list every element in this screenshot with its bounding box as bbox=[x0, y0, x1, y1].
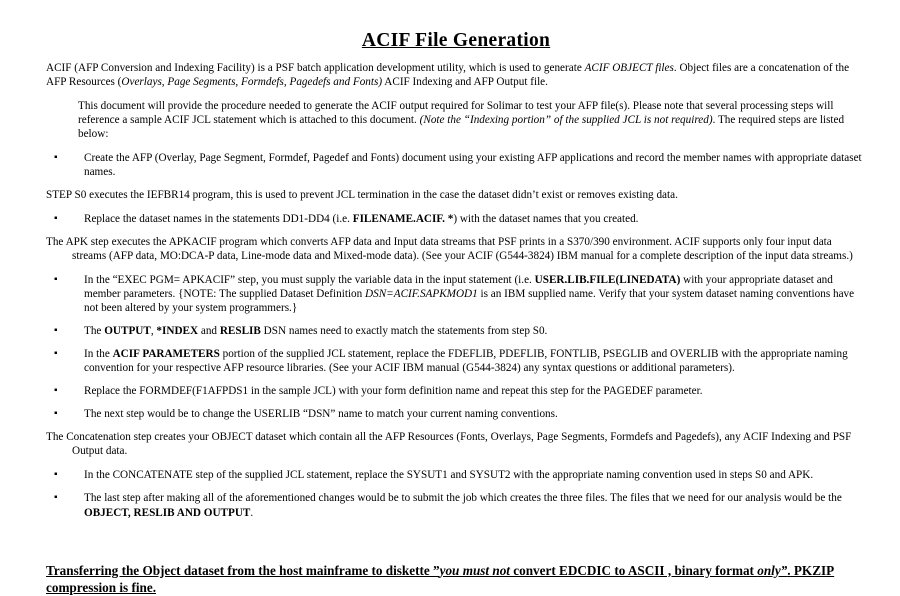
bullet-text-acif-parameters bbox=[84, 347, 866, 375]
list-item bbox=[54, 384, 866, 398]
closing-seg3: convert EDCDIC to ASCII , binary format bbox=[509, 562, 758, 578]
overview-note-italic: (Note the “Indexing portion” of the supplied JCL is not required) bbox=[419, 113, 713, 126]
overview-text-3: . The required steps are listed below: bbox=[78, 113, 845, 140]
closing-seg5: . bbox=[787, 562, 791, 578]
list-item bbox=[54, 212, 866, 226]
bullet-8-seg2-bold: OBJECT, RESLIB AND OUTPUT bbox=[84, 506, 251, 519]
list-item bbox=[54, 151, 866, 179]
bullet-5-seg1: Replace the FORMDEF(F1AFPDS1 in the sample JCL) with your form definition name and repeat this step for the PAGEDEF parameter. bbox=[84, 385, 703, 398]
bullet-icon: ▪ bbox=[54, 273, 58, 285]
list-item bbox=[54, 468, 866, 482]
bullet-1-seg3: ) with the dataset names that you created. bbox=[453, 212, 639, 225]
list-item bbox=[54, 347, 866, 375]
bullet-3-seg5: and bbox=[198, 325, 220, 338]
bullet-text-create-afp bbox=[84, 151, 866, 179]
list-item bbox=[54, 491, 866, 519]
bullet-text-replace-dataset-names bbox=[84, 212, 866, 226]
overview-paragraph bbox=[78, 99, 866, 141]
bullet-4-seg1: In the bbox=[84, 348, 113, 361]
closing-seg4-emphasis: only” bbox=[757, 562, 788, 578]
bullet-3-seg6-bold: RESLIB bbox=[219, 325, 261, 338]
step-s0-paragraph: STEP S0 executes the IEFBR14 program, this is used to prevent JCL termination in the case the dataset didn’t exist or removes existing data. bbox=[46, 188, 678, 201]
bullet-3-seg3: , bbox=[150, 325, 157, 338]
bullet-icon: ▪ bbox=[54, 325, 58, 337]
bullet-2-seg4-italic: DSN=ACIF.SAPKMOD1 bbox=[365, 287, 478, 300]
bullet-3-seg2-bold: OUTPUT bbox=[104, 325, 151, 338]
bullet-1-seg1: Replace the dataset names in the statements DD1-DD4 (i.e. bbox=[84, 212, 353, 225]
bullet-2-seg5: is an IBM supplied name. Verify that your system dataset naming conventions have not been altered by your system programmers.} bbox=[84, 287, 855, 315]
bullet-icon: ▪ bbox=[54, 469, 58, 481]
bullet-8-seg3: . bbox=[250, 506, 254, 519]
bullet-icon: ▪ bbox=[54, 385, 58, 397]
bullet-8-seg1: The last step after making all of the aforementioned changes would be to submit the job which creates the three files. The files that we need for our analysis would be the bbox=[84, 492, 842, 505]
bullet-2-seg2-bold: USER.LIB.FILE(LINEDATA) bbox=[534, 273, 681, 286]
intro-text-1: ACIF (AFP Conversion and Indexing Facility) is a PSF batch application development utility, which is used to generate bbox=[46, 62, 585, 75]
bullet-text-userlib-dsn bbox=[84, 407, 866, 421]
bullet-3-seg4-bold: *INDEX bbox=[156, 325, 199, 338]
bullet-icon: ▪ bbox=[54, 212, 58, 224]
intro-text-3: . Object files are a concatenation of the AFP Resources ( bbox=[46, 62, 850, 89]
list-item bbox=[54, 407, 866, 421]
bullet-text-last-step-submit bbox=[84, 491, 866, 519]
bullet-3-seg1: The bbox=[84, 325, 105, 338]
closing-seg2-emphasis: you must not bbox=[439, 562, 510, 578]
bullet-icon: ▪ bbox=[54, 348, 58, 360]
closing-seg1: Transferring the Object dataset from the host mainframe to diskette ” bbox=[46, 562, 440, 578]
apk-step-paragraph: The APK step executes the APKACIF program which converts AFP data and Input data streams that PSF prints in a S370/390 environment. ACIF supports only four input data streams (AFP data, MO:DCA-P data, Line-mode data and Mixed-mode data). (See your ACIF (G544-3824) IBM manual for a complete description of the input data streams.) bbox=[46, 235, 853, 262]
bullet-2-seg3: with your appropriate dataset and member parameters. {NOTE: The supplied Dataset Definition bbox=[84, 273, 833, 300]
bullet-7-seg1: In the CONCATENATE step of the supplied JCL statement, replace the SYSUT1 and SYSUT2 with the appropriate naming convention used in steps S0 and APK. bbox=[84, 469, 814, 482]
intro-paragraph bbox=[46, 61, 866, 89]
closing-statement bbox=[46, 562, 866, 596]
bullet-4-seg2-bold: ACIF PARAMETERS bbox=[112, 348, 220, 361]
bullet-icon: ▪ bbox=[54, 492, 58, 504]
bullet-text-formdef-replace bbox=[84, 384, 866, 398]
intro-text-4-italic: Overlays, Page Segments, Formdefs, Pagedefs and Fonts) bbox=[121, 76, 383, 89]
page-title: ACIF File Generation bbox=[361, 30, 551, 51]
bullet-text-concatenate-step bbox=[84, 468, 866, 482]
overview-text-1: This document will provide the procedure needed to generate the ACIF output required for Solimar to test your AFP file(s). Please note that several processing steps will reference a sample ACIF JCL statement which is attached to this document. bbox=[78, 99, 834, 126]
bullet-text-exec-pgm-apkacif bbox=[84, 273, 866, 315]
bullet-4-seg3: portion of the supplied JCL statement, replace the FDEFLIB, PDEFLIB, FONTLIB, PSEGLIB and OVERLIB with the appropriate naming convention for your respective AFP resource libraries. (See your ACIF IBM manual (G544-3824) any syntax questions or additional parameters). bbox=[84, 348, 848, 375]
intro-text-2-italic: ACIF OBJECT files bbox=[584, 62, 674, 75]
bullet-text-output-index-reslib bbox=[84, 324, 866, 338]
concatenation-paragraph: The Concatenation step creates your OBJECT dataset which contain all the AFP Resources (Fonts, Overlays, Page Segments, Formdefs and Pagedefs), any ACIF Indexing and PSF Output data. bbox=[46, 431, 852, 458]
bullet-icon: ▪ bbox=[54, 151, 58, 163]
bullet-icon: ▪ bbox=[54, 408, 58, 420]
bullet-2-seg1: In the “EXEC PGM= APKACIF” step, you must supply the variable data in the input statement (i.e. bbox=[84, 273, 535, 286]
bullet-6-seg1: The next step would be to change the USERLIB “DSN” name to match your current naming conventions. bbox=[84, 408, 558, 421]
bullet-0-seg1: Create the AFP (Overlay, Page Segment, Formdef, Pagedef and Fonts) document using your existing AFP applications and record the member names with appropriate dataset names. bbox=[84, 151, 862, 178]
intro-text-5: ACIF Indexing and AFP Output file. bbox=[382, 76, 548, 89]
closing-seg6: PKZIP compression is fine. bbox=[46, 562, 835, 595]
bullet-3-seg7: DSN names need to exactly match the statements from step S0. bbox=[260, 325, 548, 338]
list-item bbox=[54, 324, 866, 338]
bullet-1-seg2-bold: FILENAME.ACIF. * bbox=[352, 212, 454, 225]
list-item bbox=[54, 273, 866, 315]
